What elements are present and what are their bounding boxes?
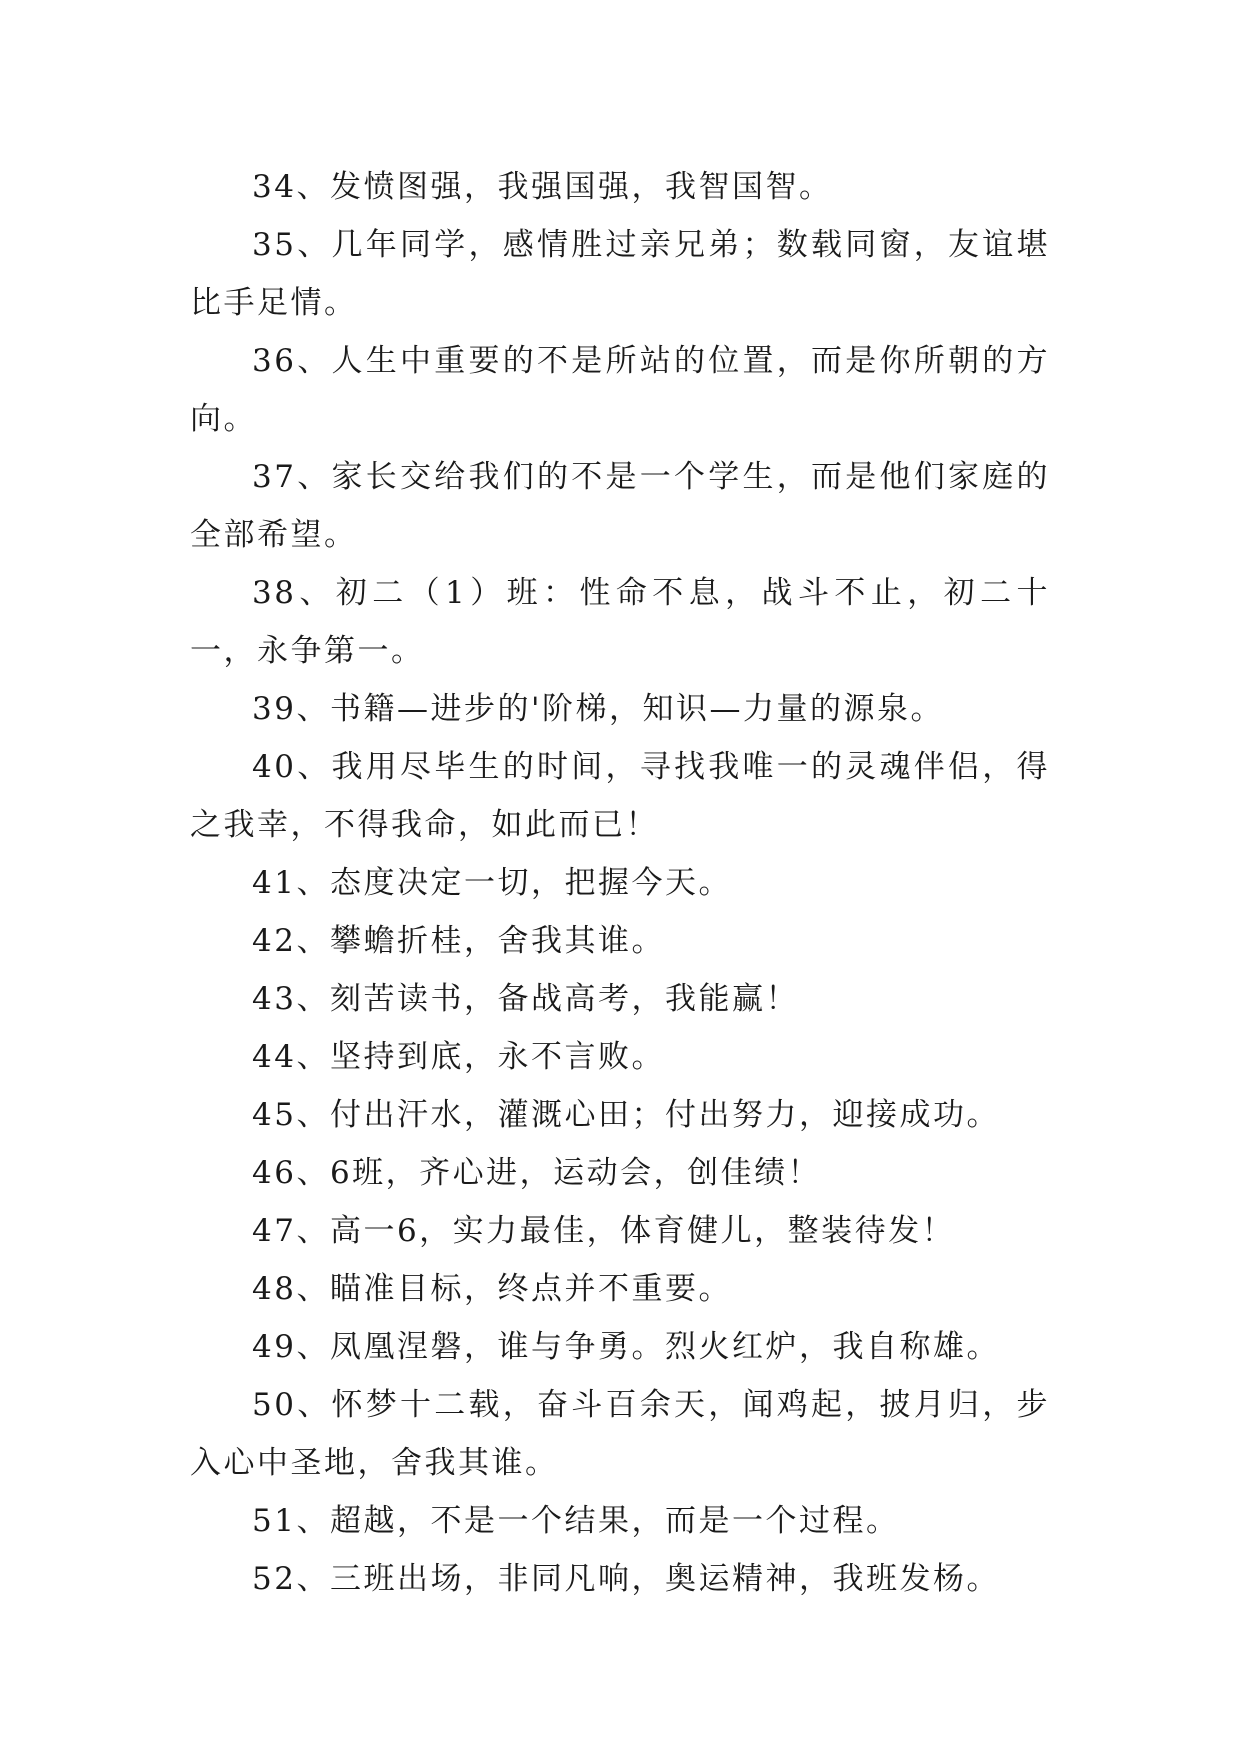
list-item: 42、攀蟾折桂，舍我其谁。 [252, 923, 665, 959]
list-item: 39、书籍—进步的'阶梯，知识—力量的源泉。 [252, 691, 944, 727]
list-item: 40、我用尽毕生的时间，寻找我唯一的灵魂伴侣，得之我幸，不得我命，如此而已！ [190, 749, 1050, 843]
list-item: 43、刻苦读书，备战高考，我能赢！ [252, 981, 799, 1017]
list-item: 34、发愤图强，我强国强，我智国智。 [252, 169, 833, 205]
list-item: 48、瞄准目标，终点并不重要。 [252, 1271, 732, 1307]
document-body [190, 158, 1050, 1608]
list-item: 52、三班出场，非同凡响，奥运精神，我班发杨。 [252, 1561, 1000, 1597]
list-item: 46、6班，齐心进，运动会，创佳绩！ [252, 1155, 822, 1191]
list-item: 36、人生中重要的不是所站的位置，而是你所朝的方向。 [190, 343, 1050, 437]
list-item: 37、家长交给我们的不是一个学生，而是他们家庭的全部希望。 [190, 459, 1050, 553]
list-item: 35、几年同学，感情胜过亲兄弟；数载同窗，友谊堪比手足情。 [190, 227, 1050, 321]
list-item: 44、坚持到底，永不言败。 [252, 1039, 665, 1075]
list-item: 38、初二（1）班：性命不息，战斗不止，初二十一，永争第一。 [190, 575, 1050, 669]
list-item: 41、态度决定一切，把握今天。 [252, 865, 732, 901]
list-item: 45、付出汗水，灌溉心田；付出努力，迎接成功。 [252, 1097, 1000, 1133]
list-item: 49、凤凰涅磐，谁与争勇。烈火红炉，我自称雄。 [252, 1329, 1000, 1365]
list-item: 51、超越，不是一个结果，而是一个过程。 [252, 1503, 900, 1539]
list-item: 47、高一6，实力最佳，体育健儿，整装待发！ [252, 1213, 956, 1249]
list-item: 50、怀梦十二载，奋斗百余天，闻鸡起，披月归，步入心中圣地，舍我其谁。 [190, 1387, 1050, 1481]
